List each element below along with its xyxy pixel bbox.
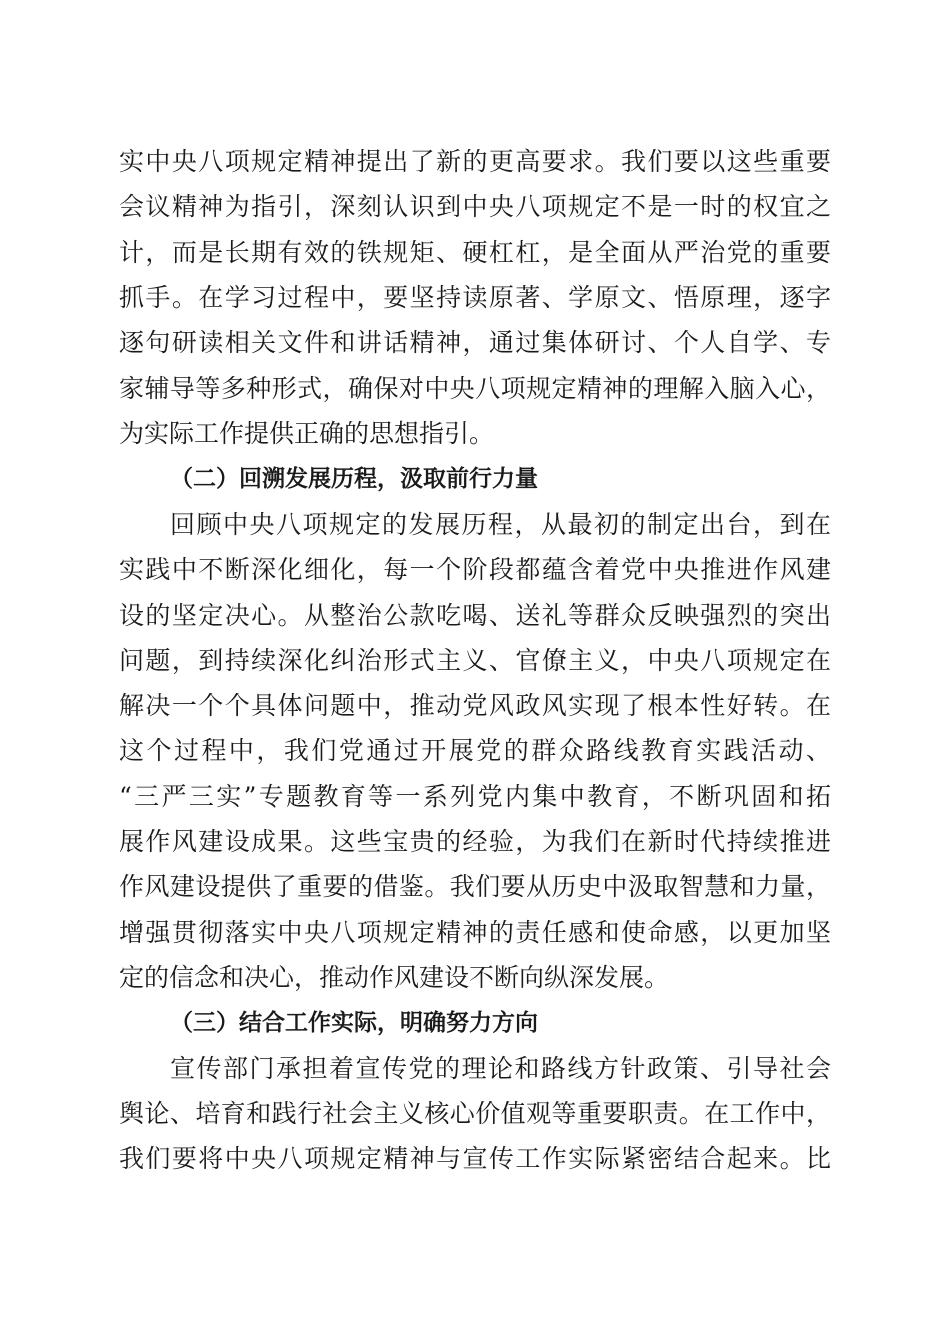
text-line: 抓手。在学习过程中，要坚持读原著、学原文、悟原理，逐字 [119, 283, 831, 312]
text-line: 我们要将中央八项规定精神与宣传工作实际紧密结合起来。比 [119, 1144, 831, 1173]
text-line: 为实际工作提供正确的思想指引。 [119, 419, 495, 448]
text-line: 回顾中央八项规定的发展历程，从最初的制定出台，到在 [170, 510, 831, 539]
text-line: 定的信念和决心，推动作风建设不断向纵深发展。 [119, 963, 670, 992]
text-line: 实中央八项规定精神提出了新的更高要求。我们要以这些重要 [119, 147, 831, 176]
text-line: 宣传部门承担着宣传党的理论和路线方针政策、引导社会 [170, 1054, 831, 1083]
text-line: 逐句研读相关文件和讲话精神，通过集体研讨、个人自学、专 [119, 328, 831, 357]
text-line: 解决一个个具体问题中，推动党风政风实现了根本性好转。在 [119, 691, 831, 720]
text-line: “三严三实”专题教育等一系列党内集中教育，不断巩固和拓 [119, 782, 831, 811]
text-line: 增强贯彻落实中央八项规定精神的责任感和使命感，以更加坚 [119, 918, 831, 947]
text-line: 家辅导等多种形式，确保对中央八项规定精神的理解入脑入心， [119, 374, 831, 403]
text-line: 展作风建设成果。这些宝贵的经验，为我们在新时代持续推进 [119, 827, 831, 856]
text-line: 计，而是长期有效的铁规矩、硬杠杠，是全面从严治党的重要 [119, 238, 831, 267]
text-line: 作风建设提供了重要的借鉴。我们要从历史中汲取智慧和力量， [119, 872, 831, 901]
text-line: 问题，到持续深化纠治形式主义、官僚主义，中央八项规定在 [119, 646, 831, 675]
text-line: 这个过程中，我们党通过开展党的群众路线教育实践活动、 [119, 736, 831, 765]
section-heading: （三）结合工作实际，明确努力方向 [170, 1010, 538, 1036]
text-line: 设的坚定决心。从整治公款吃喝、送礼等群众反映强烈的突出 [119, 601, 831, 630]
text-line: 舆论、培育和践行社会主义核心价值观等重要职责。在工作中， [119, 1099, 831, 1128]
text-line: 会议精神为指引，深刻认识到中央八项规定不是一时的权宜之 [119, 192, 831, 221]
section-heading: （二）回溯发展历程，汲取前行力量 [170, 466, 538, 492]
text-line: 实践中不断深化细化，每一个阶段都蕴含着党中央推进作风建 [119, 555, 831, 584]
